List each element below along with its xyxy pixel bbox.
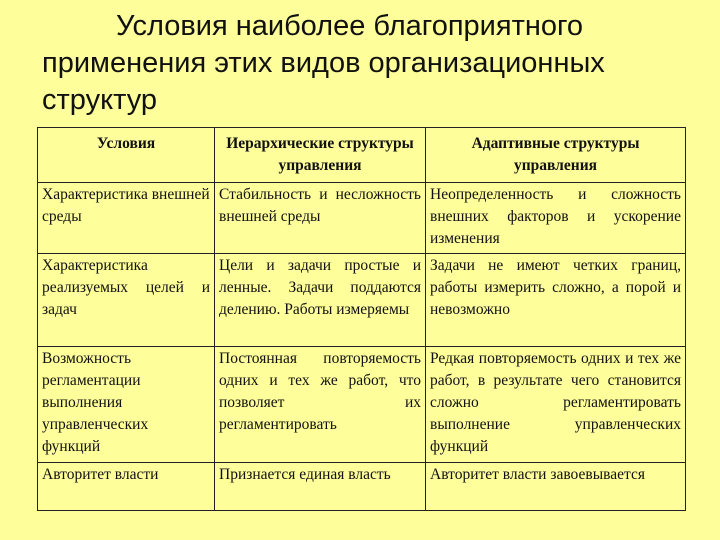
hierarchical-cell: Признается единая власть: [215, 463, 426, 511]
slide-title: Условия наиболее благоприятного применения этих видов организационных структур: [42, 10, 605, 116]
table-row: [38, 183, 686, 254]
table-row: [38, 254, 686, 347]
row-condition-cell: Авторитет власти: [38, 463, 215, 511]
table-row: [38, 463, 686, 511]
adaptive-cell: Задачи не имеют четких границ, работы измерить сложно, а порой и невозможно: [426, 254, 686, 347]
hierarchical-cell: Постоянная повторяемость одних и тех же работ, что позволяет их регламентировать: [215, 347, 426, 463]
table-row: [38, 347, 686, 463]
hierarchical-cell: Стабильность и несложность внешней среды: [215, 183, 426, 254]
column-header-hierarchical: Иерархические структуры управления: [215, 128, 426, 183]
hierarchical-cell: Цели и задачи простые и ленные. Задачи поддаются делению. Работы измеряемы: [215, 254, 426, 347]
row-condition-cell: Характеристика внешней среды: [38, 183, 215, 254]
adaptive-cell: Неопределенность и сложность внешних факторов и ускорение изменения: [426, 183, 686, 254]
row-condition-cell: Характеристика реализуемых целей и задач: [38, 254, 215, 347]
column-header-conditions: Условия: [38, 128, 215, 183]
comparison-table: [37, 127, 686, 511]
adaptive-cell: Авторитет власти завоевывается: [426, 463, 686, 511]
column-header-adaptive: Адаптивные структуры управления: [426, 128, 686, 183]
table-header-row: [38, 128, 686, 183]
adaptive-cell: Редкая повторяемость одних и тех же работ, в результате чего становится сложно регламентировать выполнение управленческих функций: [426, 347, 686, 463]
row-condition-cell: Возможность регламентации выполнения управленческих функций: [38, 347, 215, 463]
